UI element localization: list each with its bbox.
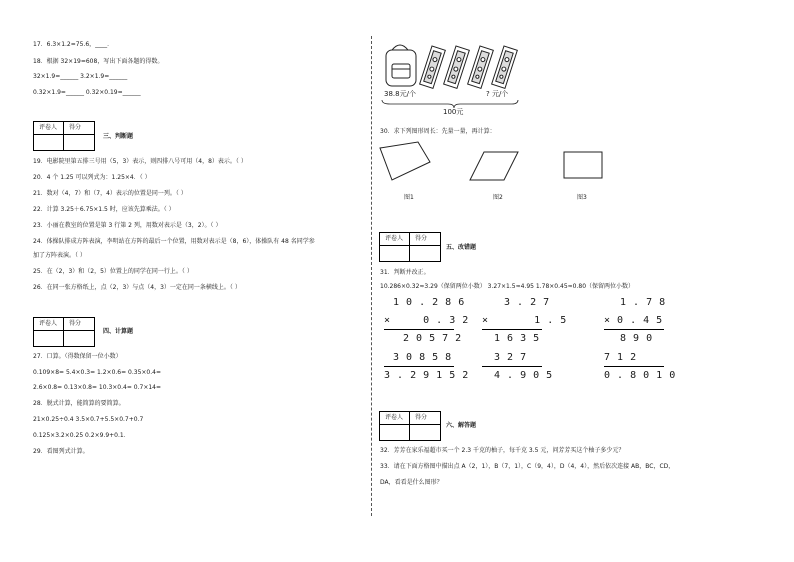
calc-2-row-1: 3 . 2 7 [504,297,550,308]
question-21: 21．数对（4，7）和（7，4）表示的位置是同一列。（ ） [33,190,187,197]
brace-line [382,100,518,108]
total-price: 100元 [443,108,464,116]
question-18-row-2: 0.32×1.9=______ 0.32×0.19=______ [33,89,141,96]
calc-3-row-5: 0 . 8 0 1 0 [604,370,676,381]
question-25: 25．在（2，3）和（2，5）位置上的同学在同一行上。（ ） [33,268,193,275]
section-4-title: 四、计算题 [103,328,134,335]
question-27-row-1: 0.109×8= 5.4×0.3= 1.2×0.6= 0.35×0.4= [33,369,162,376]
question-18: 18．根据 32×19=608，写出下面各题的得数。 [33,58,164,65]
question-22: 22．计算 3.25＋6.75×1.5 时，应该先算乘法。（ ） [33,206,175,213]
score-box-section-6: 评卷人 得分 [379,411,441,441]
calc-1-row-1: 1 0 . 2 8 6 [393,297,465,308]
calc-2-row-3: 1 6 3 5 [494,333,540,344]
question-26: 26．在同一张方格纸上，点（2，3）与点（4，3）一定在同一条横线上。（ ） [33,284,241,291]
calc-3-rule-1 [604,329,664,330]
calc-1-row-5: 3 . 2 9 1 5 2 [384,370,469,381]
calc-1-row-2: × 0 . 3 2 [384,315,469,326]
calc-2-row-4: 3 2 7 [494,352,527,363]
section-5-title: 五、改错题 [446,244,477,251]
pencil-case-icon [420,46,518,88]
figure-2-label: 图2 [493,194,503,201]
score-box-section-3: 评卷人 得分 [33,121,95,151]
question-20: 20．4 个 1.25 可以列式为：1.25×4．（ ） [33,174,151,181]
question-33-line-1: 33．请在下面方格图中描出点 A（2，1），B（7，1），C（9，4），D（4，4），然后依次连接 AB，BC，CD， [380,463,675,470]
calc-2-row-5: 4 . 9 0 5 [494,370,553,381]
figure-3-label: 图3 [577,194,587,201]
column-divider [371,36,372,516]
calc-3-row-4: 7 1 2 [604,352,637,363]
calc-1-rule-1 [384,329,454,330]
score-box-section-5: 评卷人 得分 [379,232,441,262]
calc-3-row-1: 1 . 7 8 [620,297,666,308]
backpack-price: 38.8元/个 [384,90,416,98]
question-19: 19．电影院里第五排三号用（5，3）表示，则四排八号可用（4，8）表示。（ ） [33,158,247,165]
question-31-items: 10.286×0.32≈3.29（保留两位小数） 3.27×1.5≈4.95 1.78×0.45≈0.80（保留两位小数） [380,283,635,290]
rectangle-shape [564,152,602,178]
calc-1-row-4: 3 0 8 5 8 [393,352,452,363]
question-27: 27．口算。（得数保留一位小数） [33,353,122,360]
calc-2-rule-2 [482,366,542,367]
question-28-row-2: 0.125×3.2×0.25 0.2×9.9+0.1． [33,432,130,439]
calc-1-row-3: 2 0 5 7 2 [403,333,462,344]
backpack-icon [386,45,416,86]
section-6-title: 六、解答题 [446,422,477,429]
question-24-line-1: 24．体操队排成方阵表演，李明站在方阵的最后一个位置，用数对表示是（8，6），体操队有 48 名同学参 [33,238,315,245]
calc-3-row-2: × 0 . 4 5 [604,315,663,326]
backpack-and-pencil-cases-illustration [380,38,530,118]
calc-2-rule-1 [482,329,542,330]
question-33-line-2: DA，看看是什么图形？ [380,479,443,486]
question-17: 17．6.3×1.2=75.6，____． [33,41,114,48]
figure-1-label: 图1 [404,194,414,201]
question-18-row-1: 32×1.9=______ 3.2×1.9=______ [33,73,128,80]
question-28-row-1: 21×0.25÷0.4 3.5×0.7+5.5×0.7+0.7 [33,416,144,423]
calc-3-row-3: 8 9 0 [620,333,653,344]
question-30: 30．求下列图形周长：先量一量，再计算： [380,128,496,135]
question-27-row-2: 2.6×0.8= 0.13×0.8= 10.3×0.4= 0.7×14= [33,384,162,391]
question-24-line-2: 加了方阵表演。（ ） [33,252,86,259]
figures-row [378,140,618,190]
score-box-section-4: 评卷人 得分 [33,317,95,347]
question-23: 23．小丽在教室的位置是第 3 行第 2 列，用数对表示是（3，2）。（ ） [33,222,222,229]
question-31: 31．判断并改正。 [380,269,430,276]
question-28: 28．脱式计算，能简算的要简算。 [33,400,125,407]
question-29: 29．看图列式计算。 [33,448,89,455]
calc-2-row-2: × 1 . 5 [482,315,567,326]
pencil-case-price: ? 元/个 [486,90,509,98]
quadrilateral-shape [380,142,430,180]
section-3-title: 三、判断题 [103,133,134,140]
calc-1-rule-2 [384,366,454,367]
calc-3-rule-2 [604,366,664,367]
parallelogram-shape [470,152,518,180]
question-32: 32．芳芳在家乐福超市买一个 2.3 千克的柚子，每千克 3.5 元，问芳芳买这个柚子多少元？ [380,447,625,454]
